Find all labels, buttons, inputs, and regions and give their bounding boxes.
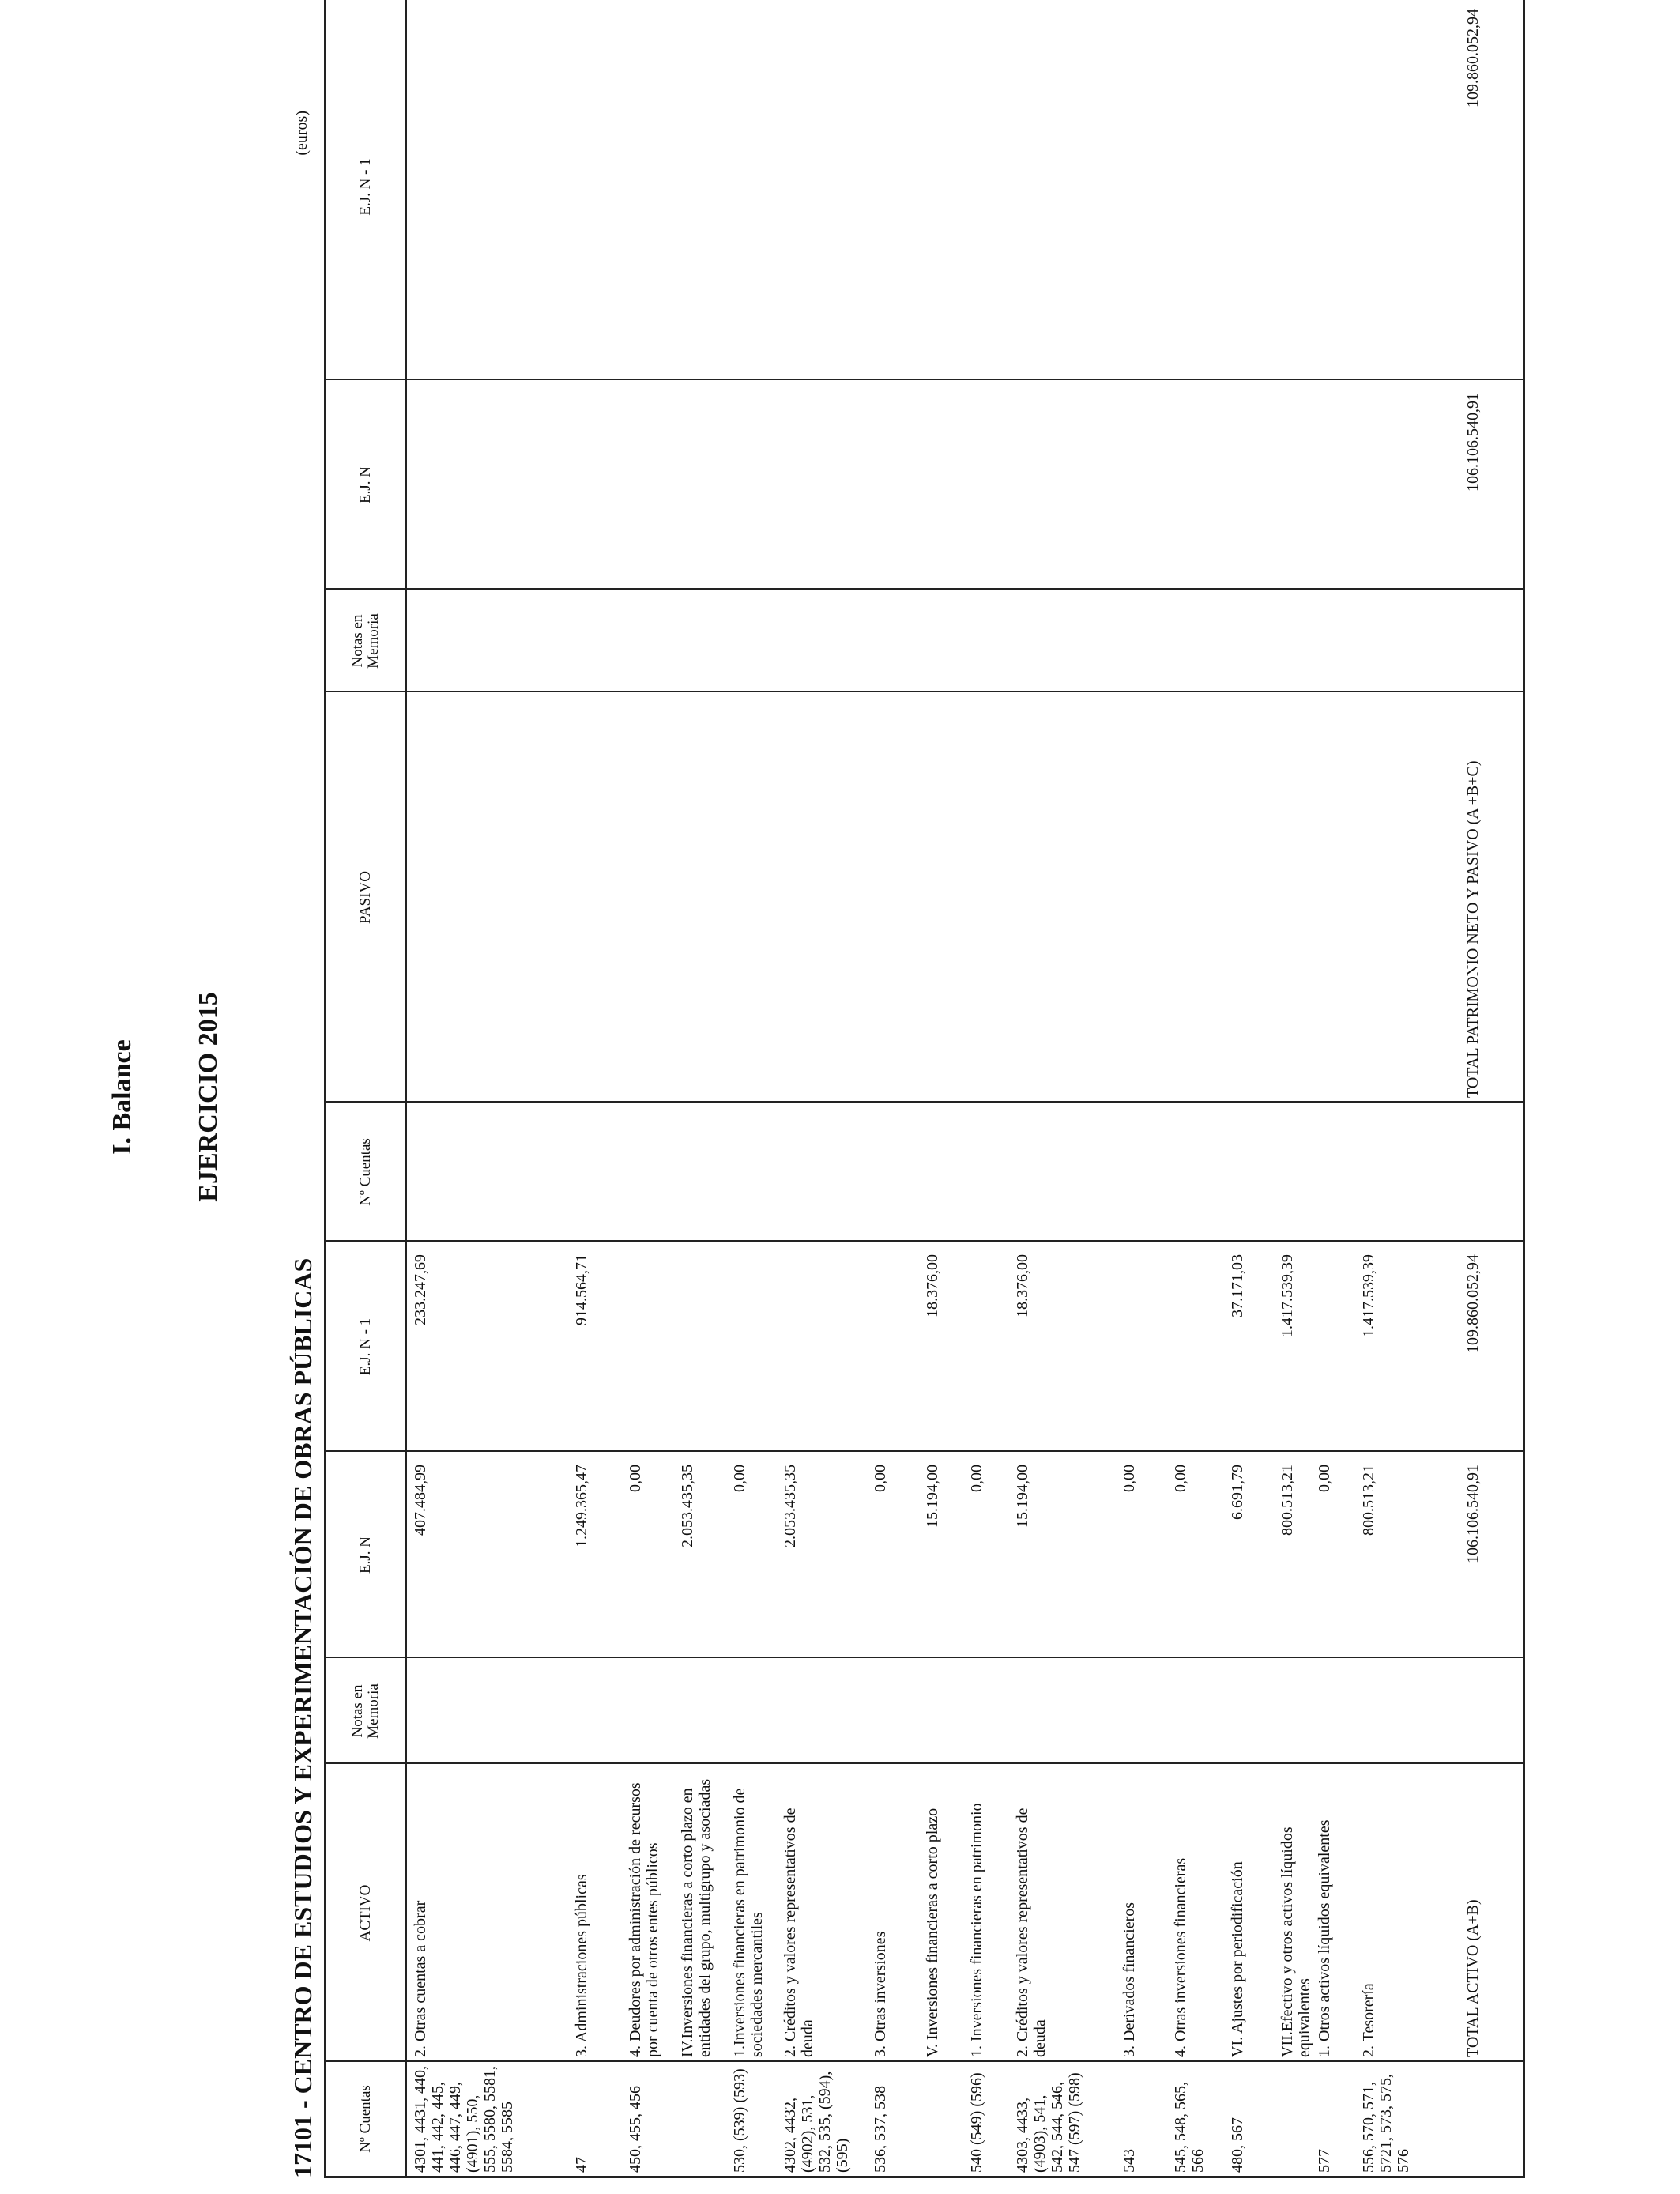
column-divider: [326, 588, 1523, 590]
balance-table: [324, 0, 1525, 2178]
row-concepto: 2. Créditos y valores representativos de deuda: [782, 1808, 816, 2057]
row-concepto: VI. Ajustes por periodificación: [1229, 1861, 1246, 2057]
column-divider: [326, 691, 1523, 692]
section-title: I. Balance: [107, 1039, 137, 1155]
row-ejn: 2.053.435,35: [679, 1465, 696, 1547]
header-cuentas-pasivo: Nº Cuentas: [357, 1138, 374, 1206]
header-notas-activo: Notas en Memoria: [349, 1683, 382, 1739]
row-ejn: 800.513,21: [1360, 1465, 1377, 1536]
row-cuentas: 47: [573, 2157, 590, 2173]
header-ejn1-pasivo: E.J. N - 1: [357, 158, 374, 216]
row-concepto: IV.Inversiones financieras a corto plazo en entidades del grupo, multigrupo y asociadas: [679, 1778, 714, 2057]
row-ejn: 1.249.365,47: [573, 1465, 590, 1547]
total-activo-label: TOTAL ACTIVO (A+B): [1464, 1899, 1482, 2057]
row-ejn: 0,00: [1316, 1465, 1333, 1492]
row-ejn: 0,00: [872, 1465, 889, 1492]
row-cuentas: 540 (549) (596): [968, 2072, 985, 2173]
row-concepto: 1.Inversiones financieras en patrimonio de sociedades mercantiles: [731, 1788, 766, 2057]
row-ejn1: 1.417.539,39: [1279, 1254, 1296, 1337]
row-concepto: 2. Tesorería: [1360, 1983, 1377, 2057]
row-concepto: VII.Efectivo y otros activos líquidos equivalentes: [1279, 1826, 1313, 2057]
header-cuentas-activo: Nº Cuentas: [357, 2085, 374, 2153]
row-cuentas: 577: [1316, 2149, 1333, 2173]
column-divider: [326, 379, 1523, 380]
column-divider: [326, 2060, 1523, 2062]
total-pasivo-label: TOTAL PATRIMONIO NETO Y PASIVO (A +B+C): [1464, 760, 1482, 1098]
row-ejn: 0,00: [627, 1465, 644, 1492]
row-ejn: 15.194,00: [1014, 1465, 1031, 1528]
row-cuentas: 545, 548, 565, 566: [1172, 2082, 1207, 2173]
row-concepto: 3. Otras inversiones: [872, 1931, 889, 2057]
row-concepto: 3. Derivados financieros: [1121, 1902, 1138, 2057]
units-label: (euros): [293, 111, 311, 156]
row-concepto: 1. Otros activos líquidos equivalentes: [1316, 1819, 1333, 2057]
row-ejn: 0,00: [1172, 1465, 1189, 1492]
row-concepto: V. Inversiones financieras a corto plazo: [924, 1808, 941, 2057]
row-cuentas: 536, 537, 538: [872, 2086, 889, 2173]
header-divider: [405, 0, 407, 2176]
row-cuentas: 4303, 4433, (4903), 541, 542, 544, 546, 547 (597) (598): [1014, 2072, 1083, 2173]
row-ejn1: 18.376,00: [924, 1254, 941, 1318]
row-concepto: 4. Deudores por administración de recursos por cuenta de otros entes públicos: [627, 1782, 661, 2057]
row-cuentas: 530, (539) (593): [731, 2068, 748, 2173]
row-cuentas: 4301, 4431, 440, 441, 442, 445, 446, 447, 449, (4901), 550, 555, 5580, 5581, 5584, 5585: [412, 2066, 516, 2173]
header-ejn1-activo: E.J. N - 1: [357, 1318, 374, 1376]
year-title: EJERCICIO 2015: [194, 992, 223, 1202]
row-cuentas: 450, 455, 456: [627, 2086, 644, 2173]
row-ejn: 2.053.435,35: [782, 1465, 799, 1547]
row-ejn1: 37.171,03: [1229, 1254, 1246, 1318]
row-ejn1: 18.376,00: [1014, 1254, 1031, 1318]
column-divider: [326, 1240, 1523, 1242]
row-concepto: 2. Otras cuentas a cobrar: [412, 1900, 429, 2057]
row-concepto: 1. Inversiones financieras en patrimonio: [968, 1803, 985, 2057]
header-notas-pasivo: Notas en Memoria: [349, 613, 382, 669]
row-cuentas: 543: [1121, 2149, 1138, 2173]
row-concepto: 3. Administraciones públicas: [573, 1874, 590, 2057]
header-ejn-activo: E.J. N: [357, 1536, 374, 1574]
header-activo: ACTIVO: [357, 1884, 374, 1942]
row-ejn: 6.691,79: [1229, 1465, 1246, 1520]
row-ejn: 800.513,21: [1279, 1465, 1296, 1536]
row-ejn: 407.484,99: [412, 1465, 429, 1536]
row-concepto: 2. Créditos y valores representativos de deuda: [1014, 1808, 1049, 2057]
row-ejn: 0,00: [968, 1465, 985, 1492]
row-ejn1: 1.417.539,39: [1360, 1254, 1377, 1337]
row-cuentas: 480, 567: [1229, 2117, 1246, 2173]
header-pasivo: PASIVO: [357, 871, 374, 924]
row-concepto: 4. Otras inversiones financieras: [1172, 1857, 1189, 2057]
row-ejn: 0,00: [731, 1465, 748, 1492]
row-ejn1: 914.564,71: [573, 1254, 590, 1325]
total-pasivo-ejn: 106.106.540,91: [1464, 393, 1482, 492]
header-ejn-pasivo: E.J. N: [357, 466, 374, 503]
total-pasivo-ejn1: 109.860.052,94: [1464, 9, 1482, 107]
total-activo-ejn: 106.106.540,91: [1464, 1465, 1482, 1563]
row-ejn: 0,00: [1121, 1465, 1138, 1492]
row-ejn1: 233.247,69: [412, 1254, 429, 1325]
total-activo-ejn1: 109.860.052,94: [1464, 1254, 1482, 1353]
row-cuentas: 4302, 4432, (4902), 531, 532, 535, (594), (595): [782, 2071, 851, 2173]
column-divider: [326, 1101, 1523, 1103]
row-ejn: 15.194,00: [924, 1465, 941, 1528]
entity-title: 17101 - CENTRO DE ESTUDIOS Y EXPERIMENTACIÓN DE OBRAS PÚBLICAS: [288, 1257, 317, 2178]
row-cuentas: 556, 570, 571, 5721, 573, 575, 576: [1360, 2074, 1412, 2173]
column-divider: [326, 1762, 1523, 1764]
